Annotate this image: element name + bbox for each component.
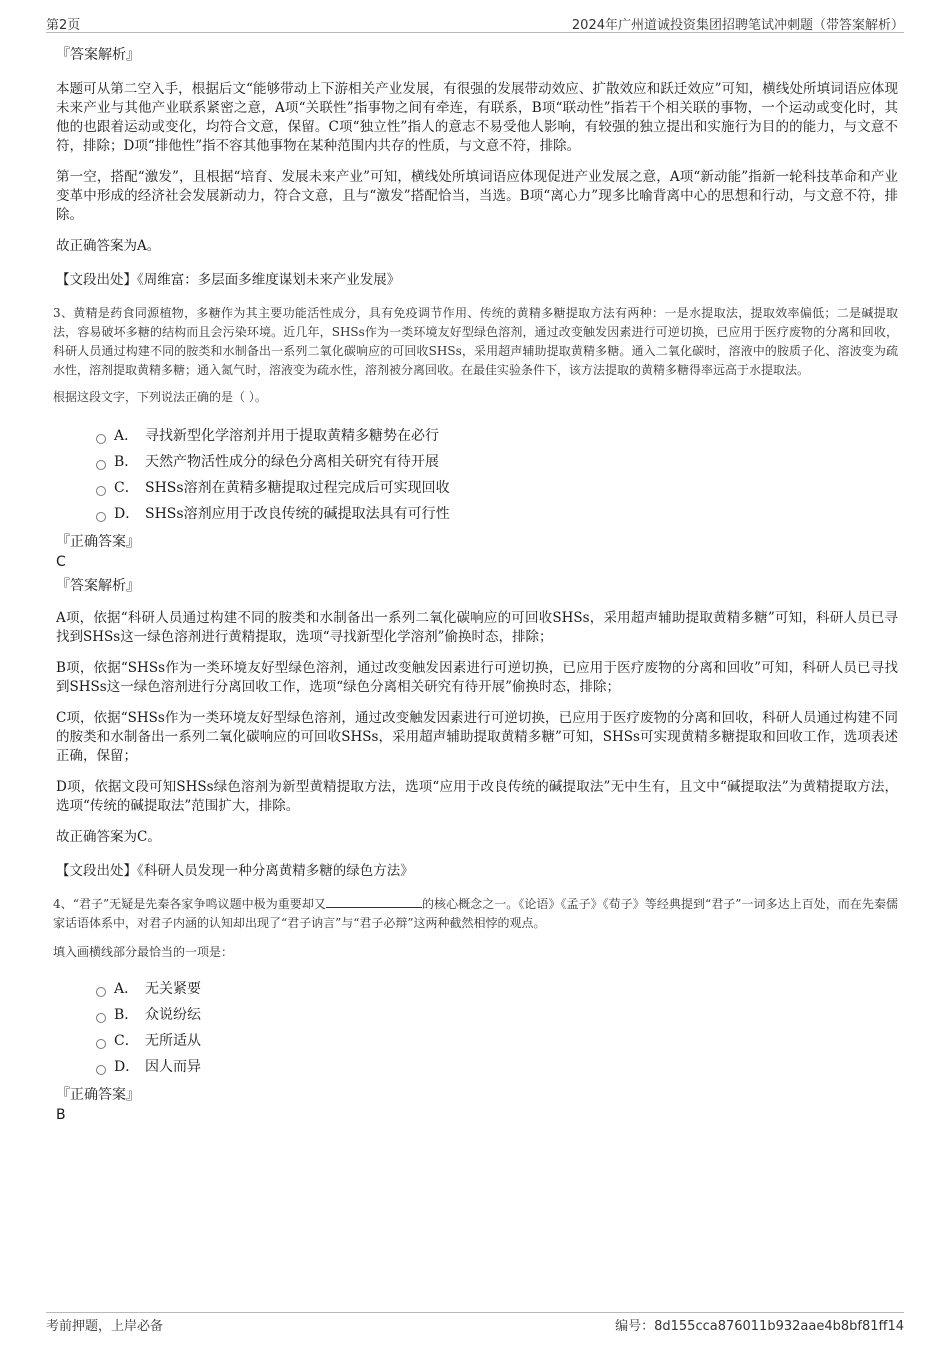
option-a[interactable]: A． 无关紧要 xyxy=(96,976,898,1002)
option-c[interactable]: C． SHSs溶剂在黄精多糖提取过程完成后可实现回收 xyxy=(96,475,898,501)
answer-tag: 『正确答案』 xyxy=(56,1087,140,1103)
option-a[interactable]: A． 寻找新型化学溶剂并用于提取黄精多糖势在必行 xyxy=(96,423,898,449)
source-citation: 【文段出处】《周维富：多层面多维度谋划未来产业发展》 xyxy=(56,272,401,288)
page-content xyxy=(53,42,899,1124)
radio-icon[interactable] xyxy=(96,460,106,470)
analysis-paragraph: 第一空，搭配“激发”，且根据“培育、发展未来产业”可知，横线处所填词语应体现促进产业发展之意，A项“新动能”指新一轮科技革命和产业变革中形成的经济社会发展新动力，符合文意，且与“激发”搭配恰当，当选。B项“离心力”现多比喻背离中心的思想和行动，与文意不符，排除。 xyxy=(56,169,898,223)
option-b[interactable]: B． 众说纷纭 xyxy=(96,1002,898,1028)
option-d[interactable]: D． SHSs溶剂应用于改良传统的碱提取法具有可行性 xyxy=(96,501,898,527)
analysis-paragraph: D项，依据文段可知SHSs绿色溶剂为新型黄精提取方法，选项“应用于改良传统的碱提取法”无中生有，且文中“碱提取法”为黄精提取方法，选项“传统的碱提取法”范围扩大，排除。 xyxy=(56,779,898,814)
question-stem: 4、“君子”无疑是先秦各家争鸣议题中极为重要却又 的核心概念之一。《论语》《孟子》《荀子》等经典提到“君子”一词多达上百处，而在先秦儒家话语体系中，对君子内涵的认知却出现了“君子讷言”与“君子必辩”这两种截然相悖的观点。 xyxy=(53,897,899,930)
answer-tag: 『正确答案』 xyxy=(56,534,140,550)
radio-icon[interactable] xyxy=(96,1039,106,1049)
option-list xyxy=(96,976,898,1080)
analysis-tag: 『答案解析』 xyxy=(56,47,140,63)
analysis-paragraph: B项，依据“SHSs作为一类环境友好型绿色溶剂，通过改变触发因素进行可逆切换，已应用于医疗废物的分离和回收”可知，科研人员已寻找到SHSs这一绿色溶剂进行分离回收工作，选项“绿色分离相关研究有待开展”偷换时态，排除； xyxy=(56,660,898,695)
question-prompt: 填入画横线部分最恰当的一项是： xyxy=(53,945,234,959)
option-b[interactable]: B． 天然产物活性成分的绿色分离相关研究有待开展 xyxy=(96,449,898,475)
page-number: 第2页 xyxy=(46,18,81,33)
radio-icon[interactable] xyxy=(96,486,106,496)
analysis-paragraph: C项，依据“SHSs作为一类环境友好型绿色溶剂，通过改变触发因素进行可逆切换，已应用于医疗废物的分离和回收，科研人员通过构建不同的胺类和水制备出一系列二氧化碳响应的可回收SHSs，采用超声辅助提取黄精多糖”可知，SHSs可实现黄精多糖提取和回收工作，选项表述正确，保留； xyxy=(56,710,898,764)
option-c[interactable]: C． 无所适从 xyxy=(96,1028,898,1054)
radio-icon[interactable] xyxy=(96,987,106,997)
source-citation: 【文段出处】《科研人员发现一种分离黄精多糖的绿色方法》 xyxy=(56,863,414,879)
document-title: 2024年广州道诚投资集团招聘笔试冲刺题（带答案解析） xyxy=(571,18,904,33)
page-footer xyxy=(46,1312,904,1335)
footer-slogan: 考前押题，上岸必备 xyxy=(46,1319,164,1334)
correct-answer: C xyxy=(56,554,66,570)
correct-answer: B xyxy=(56,1107,66,1123)
analysis-paragraph: 本题可从第二空入手，根据后文“能够带动上下游相关产业发展，有很强的发展带动效应、扩散效应和跃迁效应”可知，横线处所填词语应体现未来产业与其他产业联系紧密之意，A项“关联性”指事物之间有牵连，有联系，B项“联动性”指若干个相关联的事物，一个运动或变化时，其他的也跟着运动或变化，均符合文意，保留。C项“独立性”指人的意志不易受他人影响，有较强的独立提出和实施行为目的的能力，与文意不符，排除；D项“排他性”指不容其他事物在某种范围内共存的性质，与文意不符，排除。 xyxy=(56,81,898,154)
page-header xyxy=(46,12,904,33)
radio-icon[interactable] xyxy=(96,1065,106,1075)
document-code: 编号：8d155cca876011b932aae4b8bf81ff14 xyxy=(615,1319,904,1334)
conclusion: 故正确答案为A。 xyxy=(56,238,161,254)
radio-icon[interactable] xyxy=(96,1013,106,1023)
fill-blank xyxy=(326,895,422,908)
analysis-paragraph: A项，依据“科研人员通过构建不同的胺类和水制备出一系列二氧化碳响应的可回收SHSs，采用超声辅助提取黄精多糖”可知，科研人员已寻找到SHSs这一绿色溶剂进行黄精提取，选项“寻找新型化学溶剂”偷换时态，排除； xyxy=(56,610,898,645)
option-list xyxy=(96,423,898,527)
question-prompt: 根据这段文字，下列说法正确的是（ ）。 xyxy=(53,390,267,404)
radio-icon[interactable] xyxy=(96,434,106,444)
radio-icon[interactable] xyxy=(96,512,106,522)
conclusion: 故正确答案为C。 xyxy=(56,829,161,845)
option-d[interactable]: D． 因人而异 xyxy=(96,1054,898,1080)
question-stem: 3、黄精是药食同源植物，多糖作为其主要功能活性成分，具有免疫调节作用、传统的黄精多糖提取方法有两种：一是水提取法，提取效率偏低；二是碱提取法，容易破坏多糖的结构而且会污染环境。近几年，SHSs作为一类环境友好型绿色溶剂，通过改变触发因素进行可逆切换，已应用于医疗废物的分离和回收，科研人员通过构建不同的胺类和水制备出一系列二氧化碳响应的可回收SHSs，采用超声辅助提取黄精多糖。通入二氧化碳时，溶液中的胺质子化、溶波变为疏水性，溶剂提取黄精多糖；通入氮气时，溶液变为疏水性，溶剂被分离回收。在最佳实验条件下，该方法提取的黄精多糖得率远高于水提取法。 xyxy=(53,306,898,377)
analysis-tag: 『答案解析』 xyxy=(56,578,140,594)
